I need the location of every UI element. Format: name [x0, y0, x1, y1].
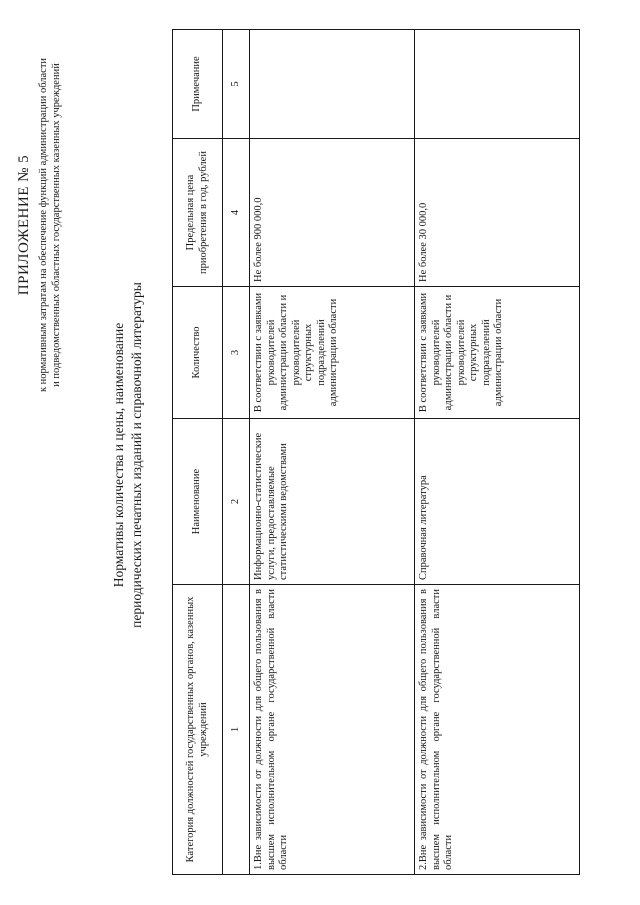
appendix-subtitle-line-2: и подведомственных областных государственных казенных учреждений [51, 63, 62, 387]
quantity-cell: В соответствии с заявками руководителей администрации области и руководителей структурных подразделений администрации области [250, 287, 415, 419]
column-number: 4 [223, 139, 250, 287]
price-cell: Не более 30 000,0 [415, 139, 580, 287]
table-row [250, 30, 415, 875]
appendix-subtitle-line-1: к нормативным затратам на обеспечение функций администрации области [38, 57, 49, 393]
document-title-line-1: Нормативы количества и цены, наименование [111, 322, 126, 588]
price-cell: Не более 900 000,0 [250, 139, 415, 287]
column-number: 1 [223, 585, 250, 875]
column-header-note: Примечание [173, 30, 223, 139]
column-header-name: Наименование [173, 419, 223, 585]
column-number: 2 [223, 419, 250, 585]
column-header-quantity: Количество [173, 287, 223, 419]
column-number: 3 [223, 287, 250, 419]
quantity-cell: В соответствии с заявками руководителей администрации области и руководителей структурных подразделений администрации области [415, 287, 580, 419]
appendix-header [16, 25, 63, 425]
column-header-price: Предельная цена приобретения в год, рублей [173, 139, 223, 287]
appendix-subtitle [37, 25, 63, 425]
table-header-row [173, 30, 223, 875]
column-number: 5 [223, 30, 250, 139]
column-header-category: Категория должностей государственных органов, казенных учреждений [173, 585, 223, 875]
category-cell: 2.Вне зависимости от должности для общего пользования в высшем исполнительном органе государственной власти области [415, 585, 580, 875]
note-cell [250, 30, 415, 139]
table-row [415, 30, 580, 875]
appendix-title: ПРИЛОЖЕНИЕ № 5 [16, 154, 32, 296]
note-cell [415, 30, 580, 139]
name-cell: Информационно-статистические услуги, предоставляемые статистическими ведомствами [250, 419, 415, 585]
document-title-line-2: периодических печатных изданий и справочной литературы [129, 282, 144, 628]
column-number-row [223, 30, 250, 875]
name-cell: Справочная литература [415, 419, 580, 585]
norms-table [172, 29, 580, 875]
category-cell: 1.Вне зависимости от должности для общего пользования в высшем исполнительном органе государственной власти области [250, 585, 415, 875]
document-title [110, 95, 146, 815]
